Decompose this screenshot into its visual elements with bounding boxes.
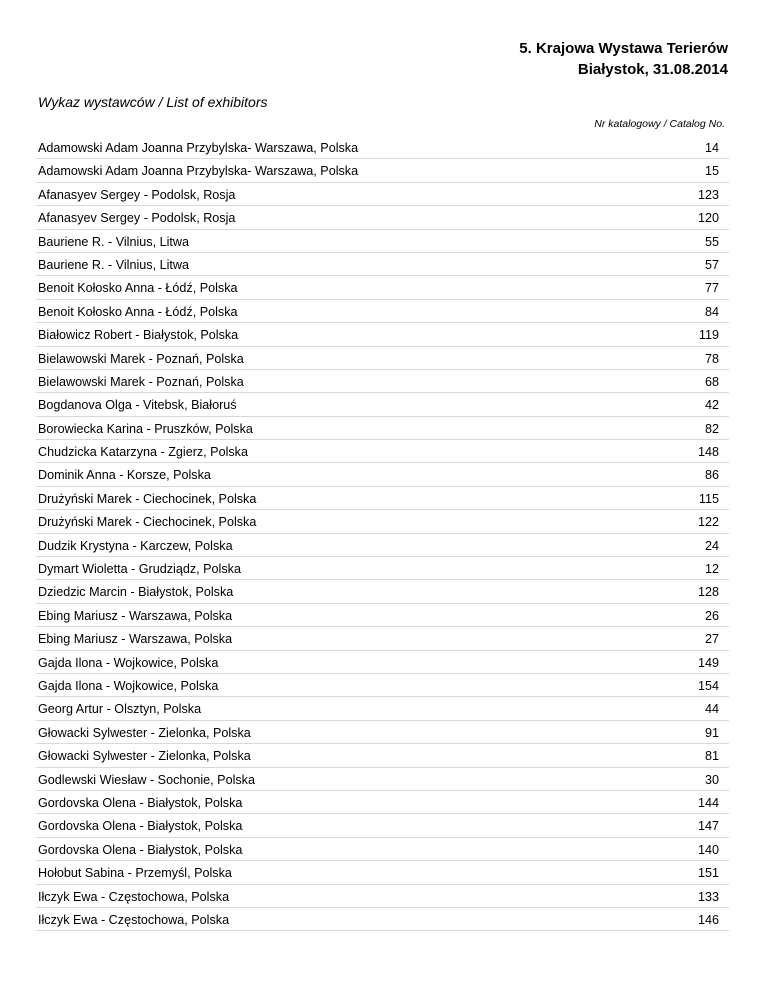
exhibitor-name: Drużyński Marek - Ciechocinek, Polska	[38, 491, 257, 506]
exhibitor-row	[36, 791, 729, 814]
exhibitor-name: Dudzik Krystyna - Karczew, Polska	[38, 538, 233, 553]
event-title: 5. Krajowa Wystawa Terierów	[519, 40, 728, 57]
exhibitor-name: Afanasyev Sergey - Podolsk, Rosja	[38, 211, 236, 226]
exhibitor-row	[36, 183, 729, 206]
exhibitor-row	[36, 697, 729, 720]
catalog-number: 146	[697, 912, 719, 927]
exhibitor-row	[36, 814, 729, 837]
catalog-number: 44	[704, 702, 719, 717]
exhibitor-row	[36, 674, 729, 697]
exhibitor-row	[36, 276, 729, 299]
exhibitor-name: Iłczyk Ewa - Częstochowa, Polska	[38, 889, 230, 904]
exhibitor-name: Bielawowski Marek - Poznań, Polska	[38, 374, 244, 389]
exhibitor-name: Głowacki Sylwester - Zielonka, Polska	[38, 725, 251, 740]
exhibitor-row	[36, 417, 729, 440]
catalog-number: 27	[704, 632, 719, 647]
catalog-number: 78	[704, 351, 719, 366]
catalog-number: 57	[704, 257, 719, 272]
exhibitor-row	[36, 440, 729, 463]
exhibitor-name: Benoit Kołosko Anna - Łódź, Polska	[38, 281, 238, 296]
exhibitor-name: Bauriene R. - Vilnius, Litwa	[38, 257, 189, 272]
exhibitor-name: Afanasyev Sergey - Podolsk, Rosja	[38, 187, 236, 202]
exhibitor-row	[36, 300, 729, 323]
exhibitor-name: Ebing Mariusz - Warszawa, Polska	[38, 608, 233, 623]
exhibitor-row	[36, 580, 729, 603]
catalog-number: 144	[697, 795, 719, 810]
exhibitor-row	[36, 651, 729, 674]
catalog-number: 14	[704, 141, 719, 155]
catalog-number: 42	[704, 398, 719, 413]
exhibitor-name: Bielawowski Marek - Poznań, Polska	[38, 351, 244, 366]
exhibitor-row	[36, 206, 729, 229]
exhibitor-row	[36, 347, 729, 370]
exhibitor-row	[36, 838, 729, 861]
exhibitor-name: Adamowski Adam Joanna Przybylska- Warszawa, Polska	[38, 164, 359, 179]
exhibitor-row	[36, 253, 729, 276]
exhibitor-row	[36, 721, 729, 744]
exhibitor-name: Gordovska Olena - Białystok, Polska	[38, 795, 243, 810]
catalog-number: 86	[704, 468, 719, 483]
exhibitor-name: Gordovska Olena - Białystok, Polska	[38, 842, 243, 857]
exhibitor-name: Dominik Anna - Korsze, Polska	[38, 468, 211, 483]
exhibitor-row	[36, 159, 729, 182]
catalog-number: 147	[697, 819, 719, 834]
exhibitor-row	[36, 230, 729, 253]
catalog-number: 84	[704, 304, 719, 319]
document-header	[519, 38, 728, 80]
catalog-number: 55	[704, 234, 719, 249]
exhibitor-name: Głowacki Sylwester - Zielonka, Polska	[38, 749, 251, 764]
catalog-number: 140	[697, 842, 719, 857]
exhibitor-row	[36, 323, 729, 346]
exhibitor-row	[36, 768, 729, 791]
exhibitor-row	[36, 136, 729, 159]
catalog-number: 133	[697, 889, 719, 904]
exhibitor-name: Bogdanova Olga - Vitebsk, Białoruś	[38, 398, 237, 413]
exhibitor-row	[36, 744, 729, 767]
catalog-number: 120	[697, 211, 719, 226]
catalog-number: 115	[698, 491, 719, 506]
section-title: Wykaz wystawców / List of exhibitors	[38, 94, 268, 110]
exhibitor-name: Adamowski Adam Joanna Przybylska- Warszawa, Polska	[38, 141, 359, 155]
exhibitor-name: Dziedzic Marcin - Białystok, Polska	[38, 585, 234, 600]
exhibitor-name: Gajda Ilona - Wojkowice, Polska	[38, 655, 219, 670]
exhibitor-row	[36, 627, 729, 650]
catalog-number: 148	[697, 445, 719, 460]
exhibitor-name: Georg Artur - Olsztyn, Polska	[38, 702, 202, 717]
catalog-number: 12	[704, 562, 719, 577]
exhibitor-name: Ebing Mariusz - Warszawa, Polska	[38, 632, 233, 647]
exhibitor-name: Iłczyk Ewa - Częstochowa, Polska	[38, 912, 230, 927]
catalog-number: 123	[697, 187, 719, 202]
catalog-column-header: Nr katalogowy / Catalog No.	[594, 118, 725, 130]
catalog-number: 30	[704, 772, 719, 787]
event-place-date: Białystok, 31.08.2014	[577, 61, 728, 78]
catalog-number: 68	[704, 374, 719, 389]
exhibitor-row	[36, 510, 729, 533]
catalog-number: 81	[704, 749, 719, 764]
exhibitor-name: Drużyński Marek - Ciechocinek, Polska	[38, 515, 257, 530]
exhibitor-row	[36, 885, 729, 908]
catalog-number: 122	[697, 515, 719, 530]
exhibitor-name: Hołobut Sabina - Przemyśl, Polska	[38, 866, 232, 881]
exhibitor-row	[36, 557, 729, 580]
exhibitor-row	[36, 487, 729, 510]
catalog-number: 91	[704, 725, 719, 740]
exhibitor-name: Gordovska Olena - Białystok, Polska	[38, 819, 243, 834]
exhibitor-row	[36, 861, 729, 884]
exhibitor-row	[36, 908, 729, 931]
catalog-number: 149	[697, 655, 719, 670]
exhibitor-name: Godlewski Wiesław - Sochonie, Polska	[38, 772, 255, 787]
exhibitor-name: Dymart Wioletta - Grudziądz, Polska	[38, 562, 241, 577]
exhibitor-name: Białowicz Robert - Białystok, Polska	[38, 328, 239, 343]
exhibitor-row	[36, 393, 729, 416]
catalog-number: 15	[704, 164, 719, 179]
exhibitor-name: Gajda Ilona - Wojkowice, Polska	[38, 678, 219, 693]
catalog-number: 77	[704, 281, 719, 296]
exhibitor-name: Borowiecka Karina - Pruszków, Polska	[38, 421, 253, 436]
catalog-number: 119	[698, 328, 719, 343]
catalog-number: 82	[704, 421, 719, 436]
exhibitor-name: Bauriene R. - Vilnius, Litwa	[38, 234, 189, 249]
exhibitor-row	[36, 463, 729, 486]
exhibitor-row	[36, 534, 729, 557]
exhibitor-row	[36, 604, 729, 627]
catalog-number: 26	[704, 608, 719, 623]
catalog-number: 24	[704, 538, 719, 553]
catalog-number: 128	[697, 585, 719, 600]
exhibitor-row	[36, 370, 729, 393]
exhibitor-name: Chudzicka Katarzyna - Zgierz, Polska	[38, 445, 248, 460]
exhibitor-list	[36, 136, 729, 931]
catalog-number: 151	[697, 866, 719, 881]
catalog-number: 154	[697, 678, 719, 693]
exhibitor-name: Benoit Kołosko Anna - Łódź, Polska	[38, 304, 238, 319]
